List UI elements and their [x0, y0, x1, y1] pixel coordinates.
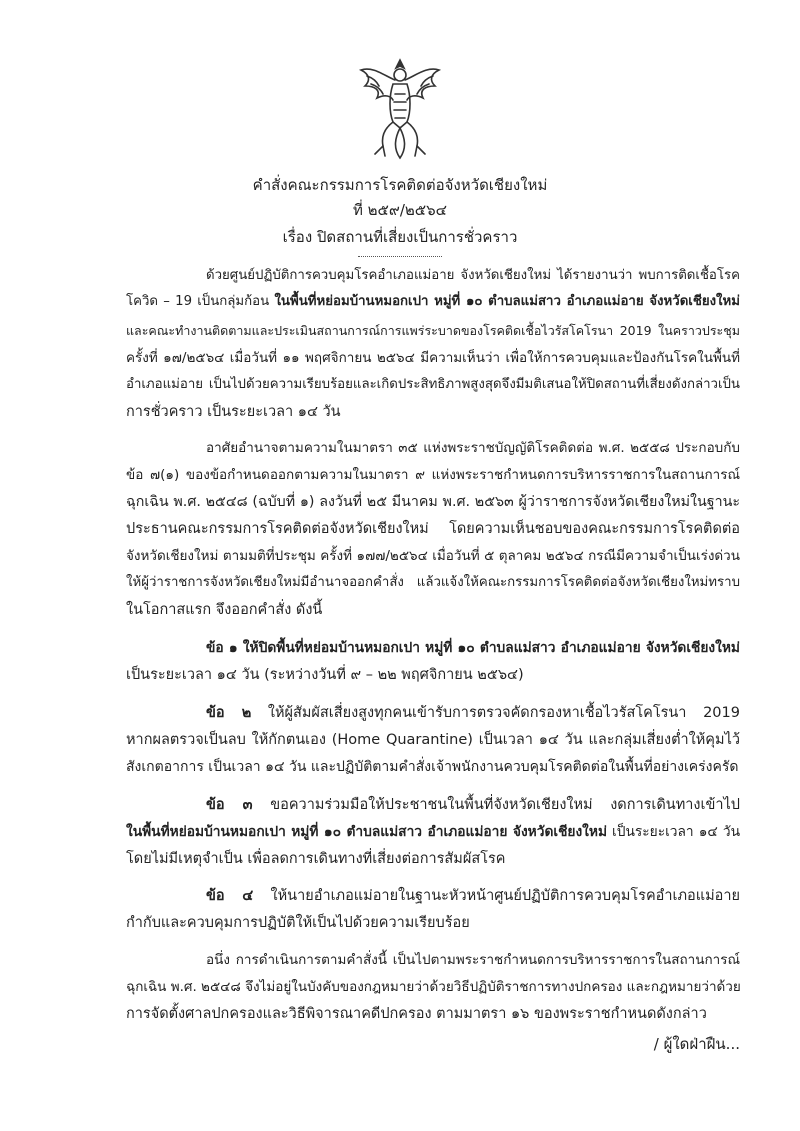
- order-title: คำสั่งคณะกรรมการโรคติดต่อจังหวัดเชียงใหม่: [252, 176, 548, 194]
- order-subject: เรื่อง ปิดสถานที่เสี่ยงเป็นการชั่วคราว: [282, 228, 518, 246]
- clause4-line1: [206, 886, 740, 906]
- clause3-line2-bold: ในพื้นที่หย่อมบ้านหมอกเปา หมู่ที่ ๑๐ ตำบลแม่สาว อำเภอแม่อาย จังหวัดเชียงใหม่: [126, 824, 608, 840]
- para2-line6: ให้ผู้ว่าราชการจังหวัดเชียงใหม่มีอำนาจออกคำสั่ง แล้วแจ้งให้คณะกรรมการโรคติดต่อจังหวัดเชียงใหม่ทราบ: [126, 575, 740, 590]
- para1-line6: การชั่วคราว เป็นระยะเวลา ๑๔ วัน: [126, 404, 341, 420]
- clause2-label: ข้อ ๒: [206, 705, 252, 721]
- para2-line3: ฉุกเฉิน พ.ศ. ๒๕๔๘ (ฉบับที่ ๑) ลงวันที่ ๒๕ มีนาคม พ.ศ. ๒๕๖๓ ผู้ว่าราชการจังหวัดเชียงใหม่ในฐานะ: [126, 494, 740, 510]
- clause2-line1-text: ให้ผู้สัมผัสเสี่ยงสูงทุกคนเข้ารับการตรวจคัดกรองหาเชื้อไวรัสโคโรนา 2019: [251, 705, 740, 721]
- para2-line5: จังหวัดเชียงใหม่ ตามมติที่ประชุม ครั้งที่ ๑๗๗/๒๕๖๔ เมื่อวันที่ ๕ ตุลาคม ๒๕๖๔ กรณีมีความจำเป็นเร่งด่วน: [126, 548, 740, 564]
- para2-line7: ในโอกาสแรก จึงออกคำสั่ง ดังนี้: [126, 602, 323, 618]
- clause4-line2: กำกับและควบคุมการปฏิบัติให้เป็นไปด้วยความเรียบร้อย: [126, 915, 470, 931]
- clause3-line2-text: เป็นระยะเวลา ๑๔ วัน: [607, 824, 740, 840]
- final-line1: อนึ่ง การดำเนินการตามคำสั่งนี้ เป็นไปตามพระราชกำหนดการบริหารราชการในสถานการณ์: [206, 952, 740, 968]
- para1-line3: และคณะทำงานติดตามและประเมินสถานการณ์การแพร่ระบาดของโรคติดเชื้อไวรัสโคโรนา 2019 ในคราวประชุม: [126, 323, 740, 338]
- clause3-line1: [206, 795, 740, 815]
- clause2-line2: หากผลตรวจเป็นลบ ให้กักตนเอง (Home Quarantine) เป็นเวลา ๑๔ วัน และกลุ่มเสี่ยงต่ำให้คุมไว้: [126, 732, 740, 748]
- para2-line1: อาศัยอำนาจตามความในมาตรา ๓๕ แห่งพระราชบัญญัติโรคติดต่อ พ.ศ. ๒๕๕๘ ประกอบกับ: [206, 440, 740, 456]
- clause3-line3: โดยไม่มีเหตุจำเป็น เพื่อลดการเดินทางที่เสี่ยงต่อการสัมผัสโรค: [126, 851, 506, 867]
- clause4-label: ข้อ ๔: [206, 888, 254, 904]
- continuation-note: / ผู้ใดฝ่าฝืน...: [653, 1035, 740, 1053]
- clause3-label: ข้อ ๓: [206, 797, 253, 813]
- final-line2: ฉุกเฉิน พ.ศ. ๒๕๔๘ จึงไม่อยู่ในบังคับของกฎหมายว่าด้วยวิธีปฏิบัติราชการทางปกครอง และกฎหมายว่าด้วย: [126, 979, 741, 995]
- final-line3: การจัดตั้งศาลปกครองและวิธีพิจารณาคดีปกครอง ตามมาตรา ๑๖ ของพระราชกำหนดดังกล่าว: [126, 1006, 707, 1022]
- para1-line5: อำเภอแม่อาย เป็นไปด้วยความเรียบร้อยและเกิดประสิทธิภาพสูงสุดจึงมีมติเสนอให้ปิดสถานที่เสี่ยงดังกล่าวเป็น: [126, 377, 740, 392]
- para2-line2: ข้อ ๗(๑) ของข้อกำหนดออกตามความในมาตรา ๙ แห่งพระราชกำหนดการบริหารราชการในสถานการณ์: [126, 467, 740, 483]
- order-number: ที่ ๒๕๙/๒๕๖๔: [352, 201, 448, 219]
- para1-line2: [126, 292, 740, 312]
- clause1-line2: เป็นระยะเวลา ๑๔ วัน (ระหว่างวันที่ ๙ – ๒๒ พฤศจิกายน ๒๕๖๔): [126, 667, 524, 683]
- para1-line2-plain: โควิด – 19 เป็นกลุ่มก้อน: [126, 294, 275, 309]
- para1-line2-bold: ในพื้นที่หย่อมบ้านหมอกเปา หมู่ที่ ๑๐ ตำบลแม่สาว อำเภอแม่อาย จังหวัดเชียงใหม่: [274, 294, 740, 309]
- header-divider: [358, 256, 442, 257]
- clause3-line2: [126, 822, 740, 842]
- clause2-line1: [206, 703, 740, 723]
- garuda-emblem-icon: [355, 56, 445, 161]
- clause3-line1-text: ขอความร่วมมือให้ประชาชนในพื้นที่จังหวัดเชียงใหม่ งดการเดินทางเข้าไป: [252, 797, 740, 813]
- para1-line4: ครั้งที่ ๑๗/๒๕๖๔ เมื่อวันที่ ๑๑ พฤศจิกายน ๒๕๖๔ มีความเห็นว่า เพื่อให้การควบคุมและป้องกันโรคในพื้นที่: [126, 350, 740, 366]
- clause2-line3: สังเกตอาการ เป็นเวลา ๑๔ วัน และปฏิบัติตามคำสั่งเจ้าพนักงานควบคุมโรคติดต่อในพื้นที่อย่างเคร่งครัด: [126, 759, 739, 775]
- clause4-line1-text: ให้นายอำเภอแม่อายในฐานะหัวหน้าศูนย์ปฏิบัติการควบคุมโรคอำเภอแม่อาย: [253, 888, 740, 904]
- clause1-line1: ข้อ ๑ ให้ปิดพื้นที่หย่อมบ้านหมอกเปา หมู่ที่ ๑๐ ตำบลแม่สาว อำเภอแม่อาย จังหวัดเชียงใหม่: [206, 640, 740, 656]
- para1-line1: ด้วยศูนย์ปฏิบัติการควบคุมโรคอำเภอแม่อาย จังหวัดเชียงใหม่ ได้รายงานว่า พบการติดเชื้อโรค: [206, 268, 740, 283]
- para2-line4: ประธานคณะกรรมการโรคติดต่อจังหวัดเชียงใหม่ โดยความเห็นชอบของคณะกรรมการโรคติดต่อ: [126, 521, 740, 537]
